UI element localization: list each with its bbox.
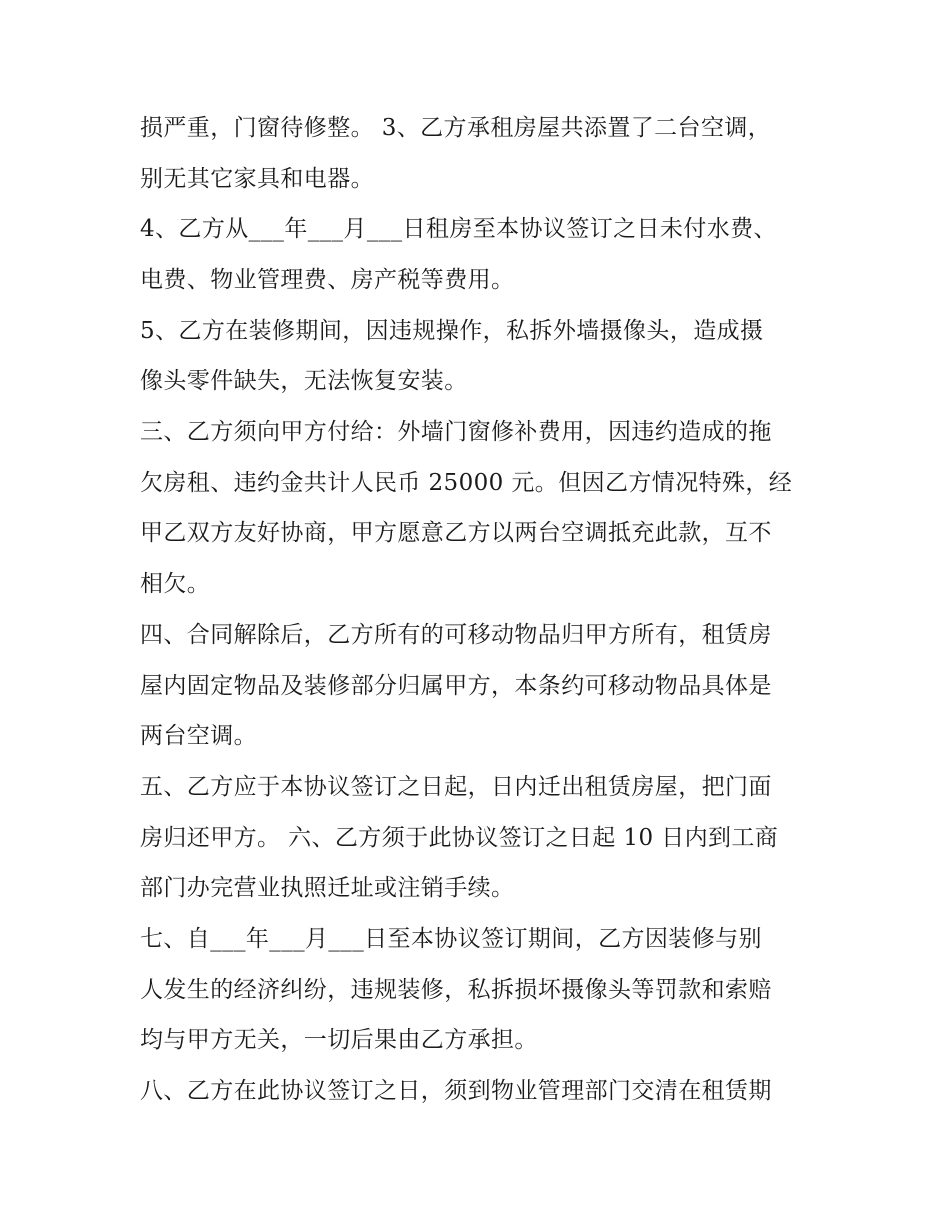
- text-line: 别无其它家具和电器。: [140, 166, 374, 192]
- text-line: 5、乙方在装修期间，因违规操作，私拆外墙摄像头，造成摄: [140, 318, 764, 344]
- text-line: 七、自___年___月___日至本协议签订期间，乙方因装修与别: [140, 926, 762, 952]
- text-line: 损严重，门窗待修整。 3、乙方承租房屋共添置了二台空调，: [140, 115, 772, 141]
- text-line: 五、乙方应于本协议签订之日起，日内迁出租赁房屋，把门面: [140, 774, 772, 800]
- text-line: 像头零件缺失，无法恢复安装。: [140, 368, 468, 394]
- text-line: 电费、物业管理费、房产税等费用。: [140, 267, 515, 293]
- text-line: 部门办完营业执照迁址或注销手续。: [140, 875, 515, 901]
- text-line: 甲乙双方友好协商，甲方愿意乙方以两台空调抵充此款，互不: [140, 520, 772, 546]
- text-line: 三、乙方须向甲方付给：外墙门窗修补费用，因违约造成的拖: [140, 419, 772, 445]
- text-line: 两台空调。: [140, 723, 257, 749]
- text-line: 房归还甲方。 六、乙方须于此协议签订之日起 10 日内到工商: [140, 825, 779, 851]
- text-line: 均与甲方无关，一切后果由乙方承担。: [140, 1027, 538, 1053]
- text-line: 屋内固定物品及装修部分归属甲方，本条约可移动物品具体是: [140, 673, 772, 699]
- text-line: 人发生的经济纠纷，违规装修，私拆损坏摄像头等罚款和索赔: [140, 977, 772, 1003]
- text-line: 四、合同解除后，乙方所有的可移动物品归甲方所有，租赁房: [140, 622, 772, 648]
- text-line: 相欠。: [140, 571, 211, 597]
- text-line: 八、乙方在此协议签订之日，须到物业管理部门交清在租赁期: [140, 1078, 772, 1104]
- text-line: 4、乙方从___年___月___日租房至本协议签订之日未付水费、: [140, 216, 777, 242]
- text-line: 欠房租、违约金共计人民币 25000 元。但因乙方情况特殊，经: [140, 470, 793, 496]
